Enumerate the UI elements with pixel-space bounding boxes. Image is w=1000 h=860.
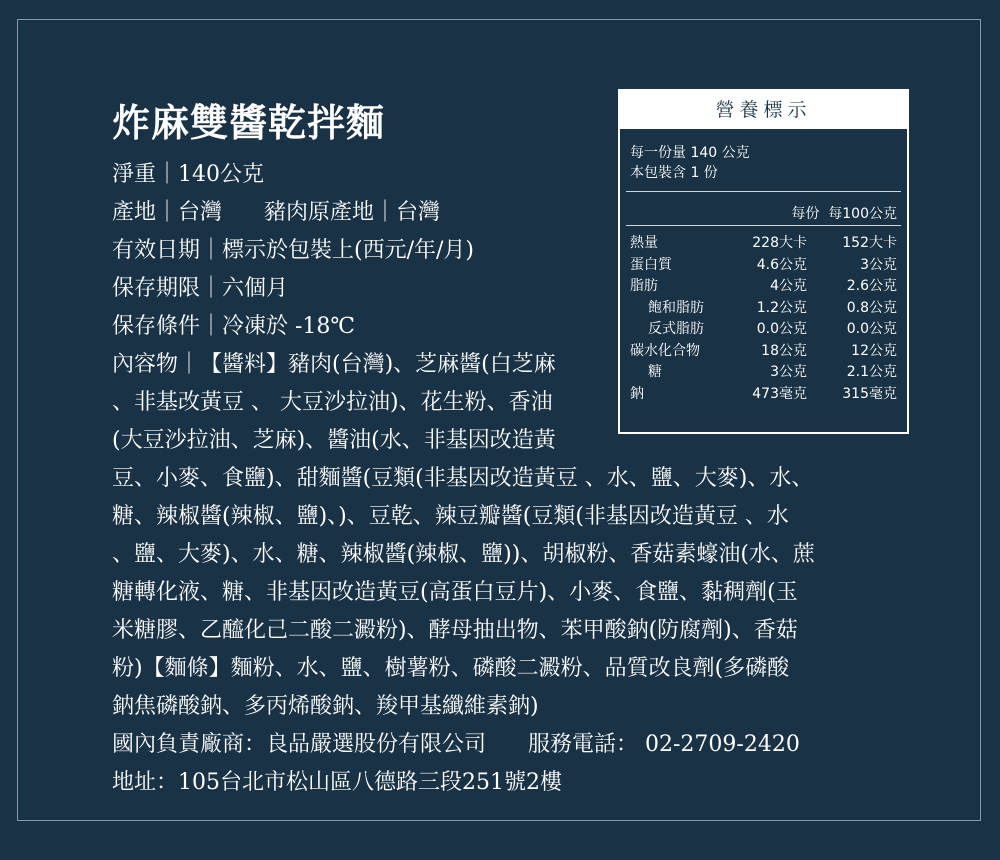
nutrition-column-headers — [791, 203, 897, 223]
nutrition-row — [620, 297, 907, 319]
nutrition-row — [620, 254, 907, 276]
servings-per-pack: 本包裝含 1 份 — [630, 165, 718, 181]
service-phone: 服務電話： 02-2709-2420 — [528, 732, 800, 757]
nutrition-label — [618, 89, 909, 434]
ingredients-line: 糖、辣椒醬(辣椒、鹽)、)、豆乾、辣豆瓣醬(豆類(非基因改造黃豆 、水 — [112, 504, 789, 529]
nutrient-per-serving: 18公克 — [761, 342, 807, 359]
manufacturer: 國內負責廠商：良品嚴選股份有限公司 — [112, 732, 487, 757]
nutrient-name: 反式脂肪 — [648, 321, 704, 337]
col-per-serving: 每份 — [791, 206, 820, 222]
manufacturer-line — [112, 732, 800, 757]
expiry: 有效日期｜標示於包裝上(西元/年/月) — [112, 238, 474, 263]
nutrient-per-100g: 3公克 — [860, 256, 897, 273]
nutrient-name: 蛋白質 — [630, 256, 672, 273]
nutrition-heading: 營養標示 — [620, 91, 907, 129]
nutrient-per-serving: 1.2公克 — [756, 299, 807, 316]
divider — [626, 191, 901, 192]
nutrition-row — [620, 361, 907, 383]
origin: 產地｜台灣 — [112, 200, 223, 225]
nutrition-row — [620, 275, 907, 297]
nutrition-row — [620, 340, 907, 362]
origin-line — [112, 200, 440, 225]
ingredients-line: 、非基改黃豆 、 大豆沙拉油)、花生粉、香油 — [112, 390, 553, 415]
nutrient-per-100g: 2.6公克 — [846, 278, 897, 294]
nutrient-name: 脂肪 — [630, 278, 658, 294]
ingredients-line: 粉)【麵條】麵粉、水、鹽、樹薯粉、磷酸二澱粉、品質改良劑(多磷酸 — [112, 656, 790, 681]
nutrient-name: 碳水化合物 — [630, 342, 700, 359]
nutrition-row — [620, 318, 907, 340]
nutrient-per-serving: 473毫克 — [752, 385, 807, 402]
nutrient-name: 鈉 — [630, 385, 644, 402]
nutrient-per-serving: 0.0公克 — [756, 321, 807, 337]
nutrient-per-100g: 0.8公克 — [846, 299, 897, 316]
ingredients-line: 鈉焦磷酸鈉、多丙烯酸鈉、羧甲基纖維素鈉) — [112, 694, 539, 719]
ingredients-line: 糖轉化液、糖、非基因改造黃豆(高蛋白豆片)、小麥、食鹽、黏稠劑(玉 — [112, 580, 798, 605]
nutrient-per-100g: 12公克 — [851, 342, 897, 359]
nutrient-per-100g: 0.0公克 — [846, 321, 897, 337]
nutrient-per-100g: 152大卡 — [842, 235, 897, 251]
divider — [626, 225, 901, 226]
nutrient-per-serving: 4.6公克 — [756, 256, 807, 273]
nutrition-row — [620, 383, 907, 405]
ingredients-line: 、鹽、大麥)、水、糖、辣椒醬(辣椒、鹽))、胡椒粉、香菇素蠔油(水、蔗 — [112, 542, 815, 567]
product-title: 炸麻雙醬乾拌麵 — [112, 100, 386, 145]
nutrition-row — [620, 232, 907, 254]
storage: 保存條件｜冷凍於 -18℃ — [112, 314, 356, 339]
serving-size: 每一份量 140 公克 — [630, 145, 750, 161]
ingredients-line: 內容物｜【醬料】豬肉(台灣)、芝麻醬(白芝麻 — [112, 352, 556, 377]
nutrient-per-serving: 228大卡 — [752, 235, 807, 251]
nutrient-per-100g: 315毫克 — [842, 385, 897, 402]
nutrient-per-100g: 2.1公克 — [846, 364, 897, 380]
nutrient-name: 熱量 — [630, 235, 658, 251]
shelf-life: 保存期限｜六個月 — [112, 276, 289, 301]
net-weight: 淨重｜140公克 — [112, 162, 264, 187]
nutrient-per-serving: 4公克 — [770, 278, 807, 294]
address: 地址：105台北市松山區八德路三段251號2樓 — [112, 770, 562, 795]
nutrient-per-serving: 3公克 — [770, 364, 807, 380]
ingredients-line: (大豆沙拉油、芝麻)、醬油(水、非基因改造黃 — [112, 428, 556, 453]
nutrient-name: 飽和脂肪 — [648, 299, 704, 316]
ingredients-line: 豆、小麥、食鹽)、甜麵醬(豆類(非基因改造黃豆 、水、鹽、大麥)、水、 — [112, 466, 814, 491]
pork-origin: 豬肉原產地｜台灣 — [264, 200, 441, 225]
ingredients-line: 米糖膠、乙醯化己二酸二澱粉)、酵母抽出物、苯甲酸鈉(防腐劑)、香菇 — [112, 618, 798, 643]
nutrient-name: 糖 — [648, 364, 662, 380]
nutrition-serving — [630, 143, 750, 183]
col-per-100g: 每100公克 — [828, 206, 897, 222]
